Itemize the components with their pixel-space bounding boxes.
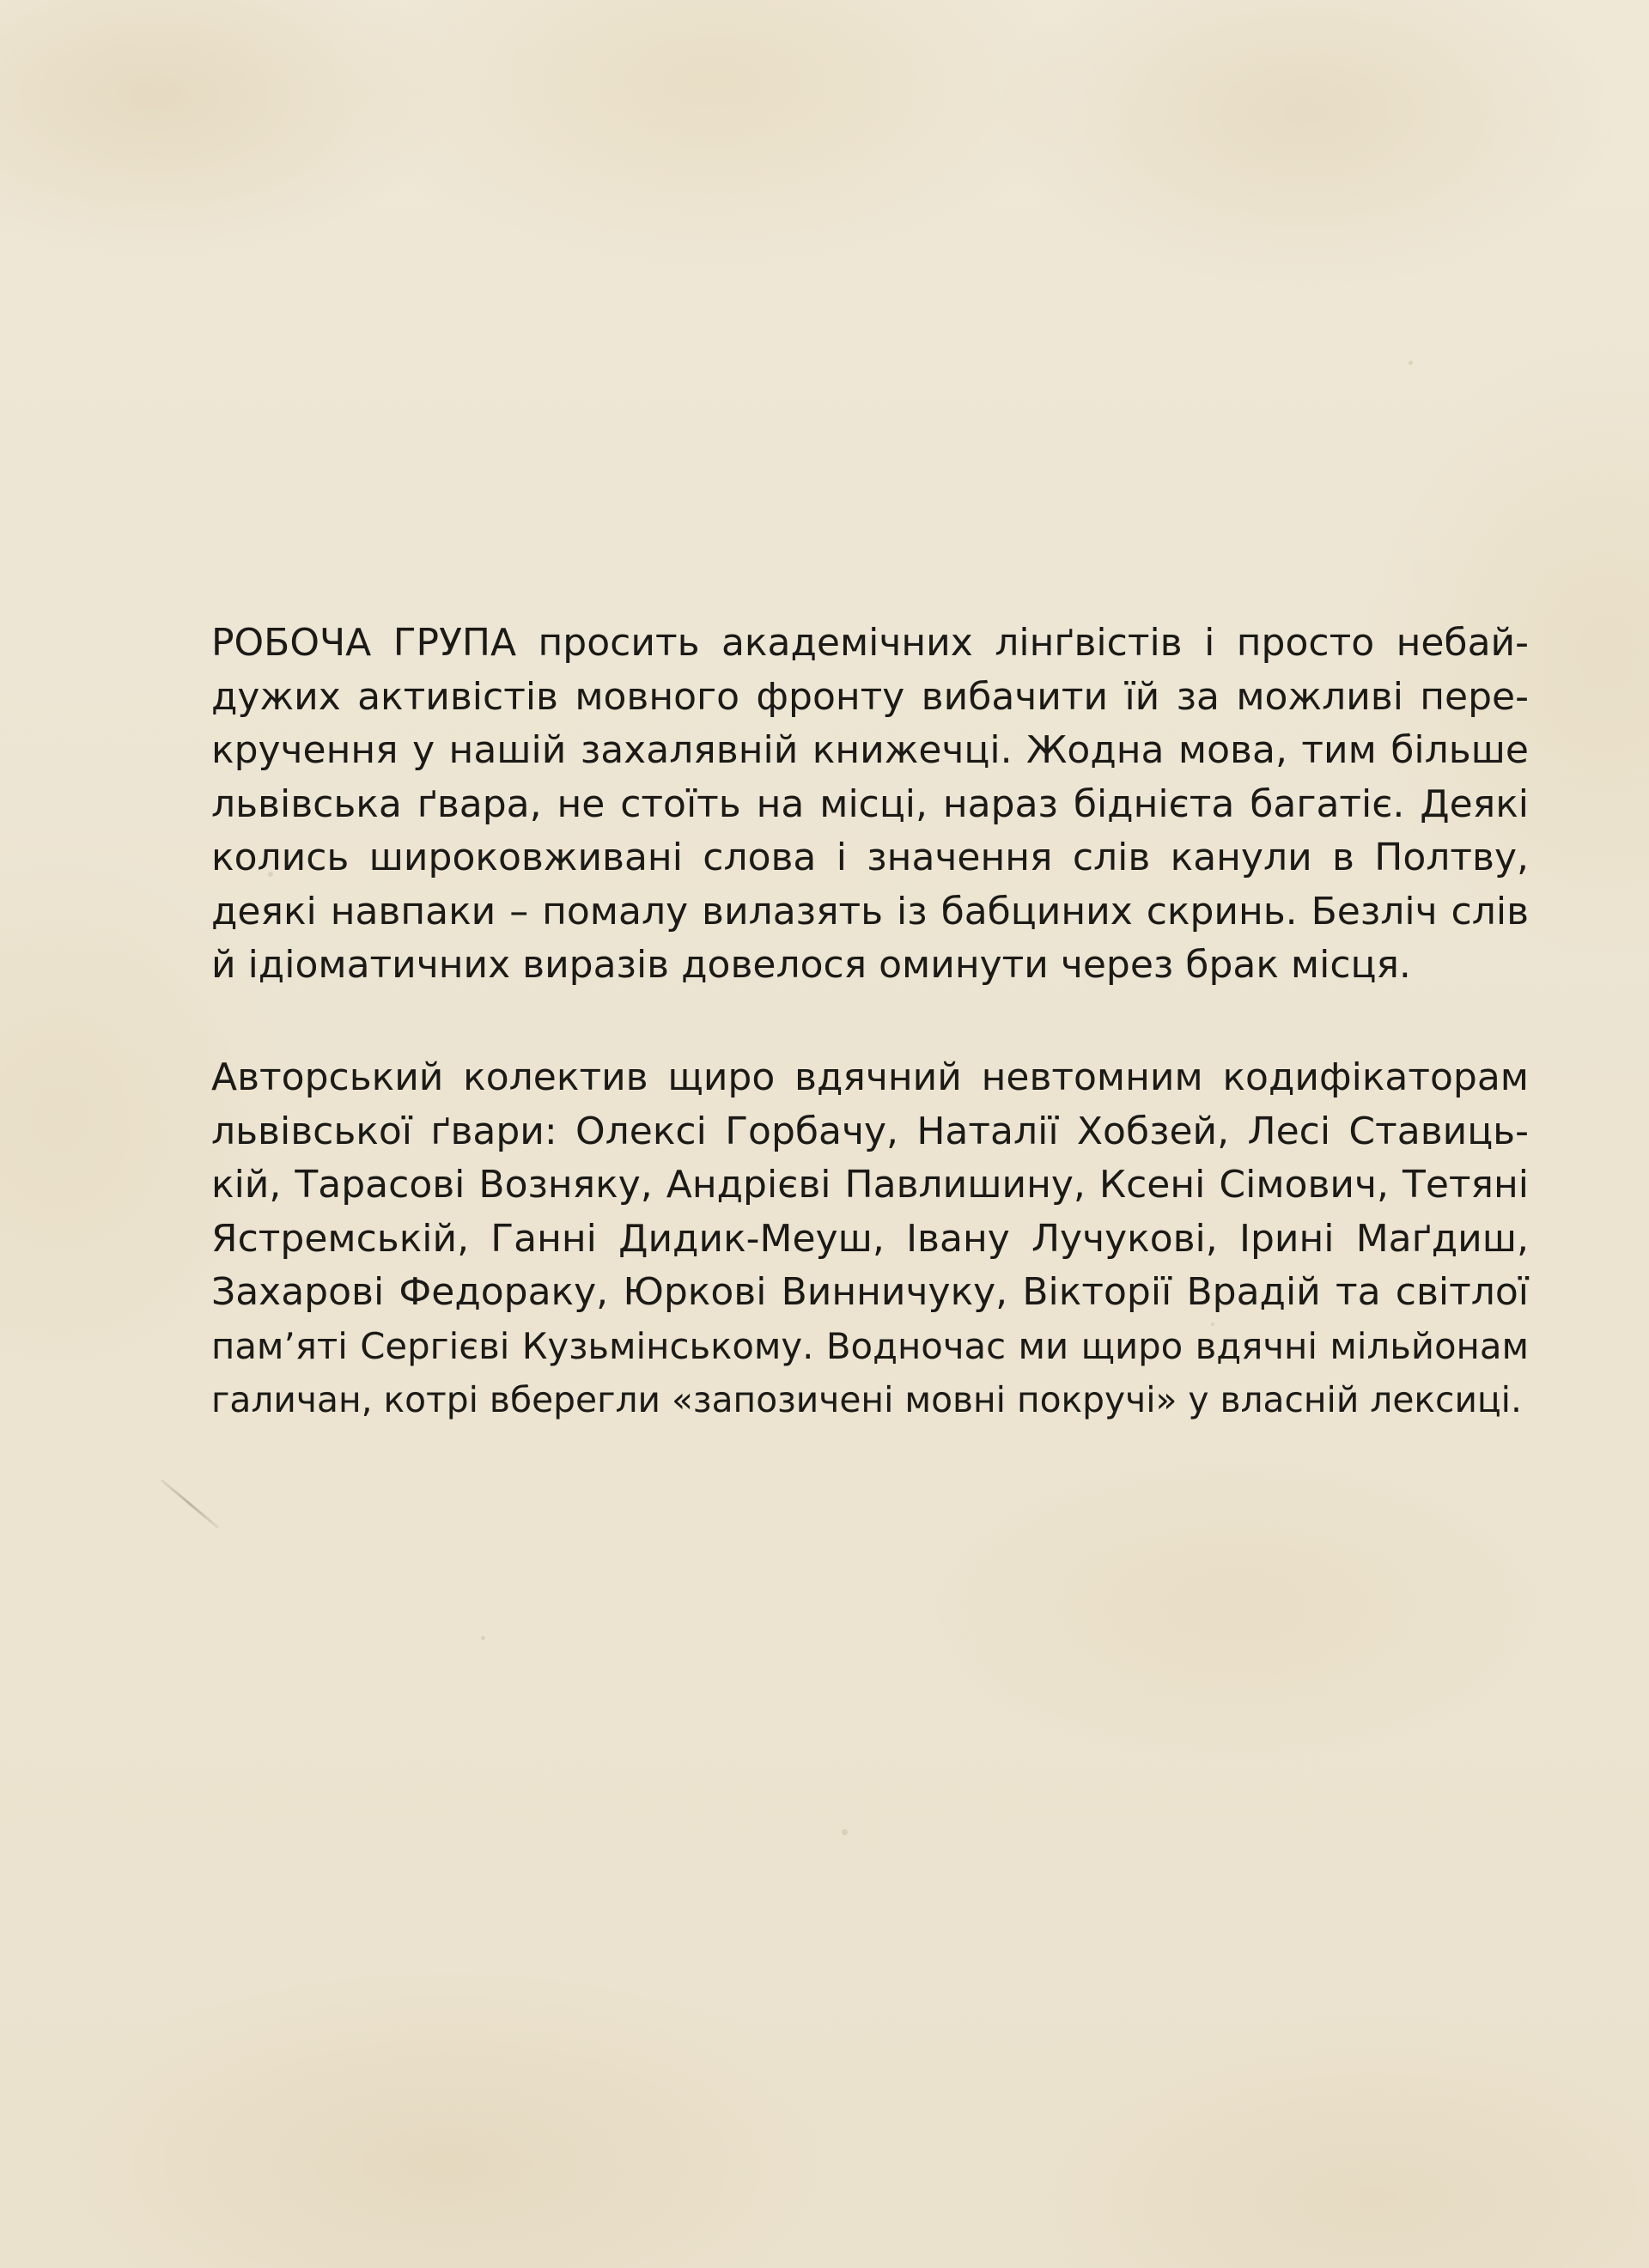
paper-speck [1409, 361, 1413, 365]
text-line: дужих активістів мовного фронту вибачити їй за можливі пере- [211, 674, 1529, 719]
text-line: Захарові Федораку, Юркові Винничуку, Вікторії Врадій та світлої [211, 1270, 1529, 1314]
text-line: галичан, котрі вберегли «запозичені мовні покручі» у власній лексиці. [211, 1379, 1522, 1420]
text-line: деякі навпаки – помалу вилазять із бабциних скринь. Безліч слів [211, 889, 1529, 933]
text-line: кручення у нашій захалявній книжечці. Жодна мова, тим більше [211, 728, 1529, 772]
text-line: РОБОЧА ГРУПА просить академічних лінґвістів і просто небай- [211, 621, 1529, 665]
intro-paragraph [211, 617, 1529, 993]
text-line: львівської ґвари: Олексі Горбачу, Наталії Хобзей, Лесі Ставиць- [211, 1109, 1529, 1153]
paper-speck [481, 1636, 485, 1640]
paper-speck [842, 1829, 848, 1835]
text-line: Авторський колектив щиро вдячний невтомним кодифікаторам [211, 1055, 1529, 1099]
text-line: львівська ґвара, не стоїть на місці, нараз біднієта багатіє. Деякі [211, 781, 1529, 826]
text-line: Ястремській, Ганні Дидик-Меуш, Івану Лучукові, Ірині Маґдиш, [211, 1216, 1529, 1261]
text-line: кій, Тарасові Возняку, Андрієві Павлишину, Ксені Сімович, Тетяні [211, 1163, 1529, 1207]
text-line: й ідіоматичних виразів довелося оминути через брак місця. [211, 943, 1411, 987]
text-line: колись широковживані слова і значення слів канули в Полтву, [211, 836, 1529, 879]
text-line: пам’яті Сергієві Кузьмінському. Водночас ми щиро вдячні мільйонам [211, 1324, 1529, 1367]
acknowledgements-paragraph [211, 1051, 1529, 1427]
paper-scratch [161, 1479, 219, 1529]
